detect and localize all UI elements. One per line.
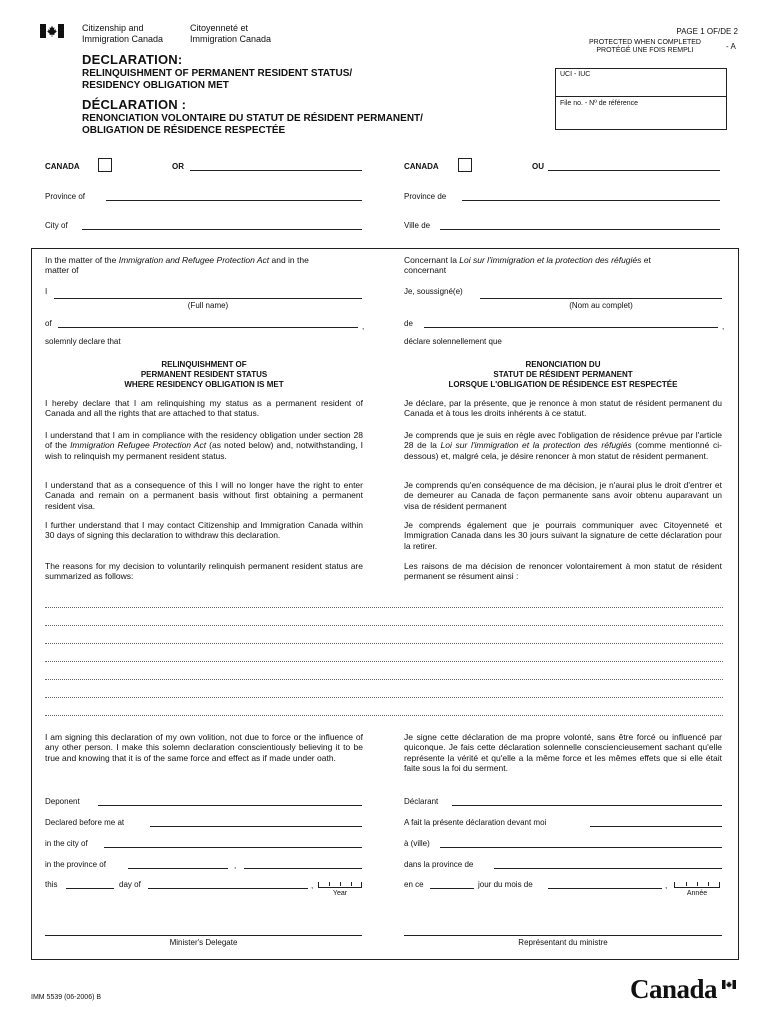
- country-field-en[interactable]: [244, 868, 362, 869]
- paragraph-2-fr-act: Loi sur l'immigration et la protection des réfugiés: [440, 440, 632, 451]
- deponent-field-fr[interactable]: [452, 805, 722, 806]
- canada-flag-icon: [40, 24, 64, 38]
- deponent-field-en[interactable]: [98, 805, 362, 806]
- protected-fr: PROTÉGÉ UNE FOIS REMPLI: [596, 47, 694, 54]
- matter-en-part1: In the matter of the: [45, 255, 119, 265]
- province-label-fr: Province de: [404, 192, 447, 201]
- city-of-label-fr: à (ville): [404, 839, 430, 848]
- declaration-box: [31, 248, 739, 960]
- page-number: PAGE 1 OF/DE 2: [676, 27, 738, 36]
- month-field-fr[interactable]: [548, 888, 662, 889]
- month-field-en[interactable]: [148, 888, 308, 889]
- subtitle-fr-line1: RENONCIATION VOLONTAIRE DU STATUT DE RÉSIDENT PERMANENT/: [82, 113, 423, 124]
- matter-fr-act: Loi sur l'immigration et la protection des réfugiés: [459, 255, 642, 265]
- subtitle-fr-line2: OBLIGATION DE RÉSIDENCE RESPECTÉE: [82, 124, 286, 136]
- paragraph-4-en: I further understand that I may contact Citizenship and Immigration Canada within 30 days of signing this declaration to withdraw this declaration.: [45, 520, 363, 541]
- paragraph-1-en: I hereby declare that I am relinquishing my status as a permanent resident of Canada and all the rights that are attached to that status.: [45, 398, 363, 419]
- declared-before-label-fr: A fait la présente déclaration devant moi: [404, 818, 547, 827]
- subtitle-fr: [82, 113, 423, 136]
- canada-wordmark: Canada: [630, 974, 718, 1004]
- section-heading-en-line2: PERMANENT RESIDENT STATUS: [140, 370, 268, 379]
- reasons-line-6[interactable]: [45, 697, 723, 698]
- i-label-en: I: [45, 287, 48, 296]
- section-heading-en-line3: WHERE RESIDENCY OBLIGATION IS MET: [124, 380, 284, 389]
- dept-en-line2: Immigration Canada: [82, 33, 164, 44]
- full-name-caption-en: (Full name): [187, 301, 229, 310]
- day-field-en[interactable]: [66, 888, 114, 889]
- section-heading-fr: [404, 360, 722, 390]
- year-caption-fr: Année: [686, 890, 708, 897]
- section-heading-fr-line1: RENONCIATION DU: [525, 360, 601, 369]
- of-field-fr[interactable]: [424, 327, 718, 328]
- title-en: DECLARATION:: [82, 52, 183, 67]
- year-field-fr[interactable]: [674, 882, 720, 888]
- paragraph-2-en-act: Immigration Refugee Protection Act: [70, 440, 207, 451]
- paragraph-3-fr: Je comprends qu'en conséquence de ma décision, je n'aurai plus le droit d'entrer et de demeurer au Canada de façon permanente sans avoir obtenu auparavant un visa de résident permanent: [404, 480, 722, 511]
- full-name-field-fr[interactable]: [480, 298, 722, 299]
- canada-label-en: CANADA: [45, 162, 80, 171]
- province-comma-en: ,: [234, 861, 237, 870]
- this-label-en: this: [45, 880, 58, 889]
- city-field-en[interactable]: [82, 229, 362, 230]
- day-of-label-en: day of: [119, 880, 141, 889]
- reasons-line-1[interactable]: [45, 607, 723, 608]
- month-comma-fr: ,: [665, 881, 668, 890]
- province-field-en[interactable]: [106, 200, 362, 201]
- or-field-fr[interactable]: [548, 170, 720, 171]
- uci-label: UCI - IUC: [560, 71, 591, 78]
- department-name-fr: [190, 23, 271, 44]
- full-name-caption-fr: (Nom au complet): [569, 301, 633, 310]
- volition-text-en: I am signing this declaration of my own volition, not due to force or the influence of any other person. I make this solemn declaration conscientiously believing it to be true and knowing that it is of the same force and effect as if made under oath.: [45, 732, 363, 763]
- protected-notice: [560, 39, 730, 55]
- volition-text-fr: Je signe cette déclaration de ma propre volonté, sans être forcé ou influencé par quiconque. Je fais cette déclaration solennelle consciencieusement sachant qu'elle représente la vérité et qu'elle a la même force et les mêmes effets que si elle était faite sous la foi du serment.: [404, 732, 722, 773]
- city-of-field-en[interactable]: [104, 847, 362, 848]
- reasons-line-2[interactable]: [45, 625, 723, 626]
- year-field-en[interactable]: [318, 882, 362, 888]
- matter-text-en: [45, 255, 363, 276]
- full-name-field-en[interactable]: [54, 298, 362, 299]
- reasons-line-4[interactable]: [45, 661, 723, 662]
- matter-fr-part1: Concernant la: [404, 255, 460, 265]
- province-of-field-en[interactable]: [128, 868, 228, 869]
- wordmark-flag-icon: [722, 976, 736, 985]
- city-of-field-fr[interactable]: [440, 847, 722, 848]
- day-field-fr[interactable]: [430, 888, 474, 889]
- minister-delegate-label-fr: Représentant du ministre: [518, 938, 608, 947]
- form-identifier: IMM 5539 (06-2006) B: [31, 994, 102, 1001]
- jour-du-mois-label-fr: jour du mois de: [478, 880, 533, 889]
- matter-en-part3: matter of: [45, 265, 79, 276]
- month-comma-en: ,: [311, 881, 314, 890]
- section-heading-en-line1: RELINQUISHMENT OF: [161, 360, 247, 369]
- section-heading-en: [45, 360, 363, 390]
- matter-text-fr: [404, 255, 722, 276]
- section-heading-fr-line3: LORSQUE L'OBLIGATION DE RÉSIDENCE EST RESPECTÉE: [448, 380, 678, 389]
- city-field-fr[interactable]: [440, 229, 720, 230]
- protected-level: - A: [726, 42, 736, 51]
- dept-en-line1: Citizenship and: [82, 23, 144, 33]
- canada-checkbox-en[interactable]: [98, 158, 112, 172]
- dept-fr-line2: Immigration Canada: [190, 33, 272, 44]
- province-of-label-en: in the province of: [45, 860, 106, 869]
- city-label-fr: Ville de: [404, 221, 431, 230]
- or-label-en: OR: [172, 162, 184, 171]
- of-field-en[interactable]: [58, 327, 358, 328]
- of-label-en: of: [45, 319, 52, 328]
- declared-before-field-en[interactable]: [150, 826, 362, 827]
- department-name-en: [82, 23, 163, 44]
- subtitle-en-line2: RESIDENCY OBLIGATION MET: [82, 79, 229, 91]
- or-label-fr: OU: [532, 162, 544, 171]
- matter-en-act: Immigration and Refugee Protection Act: [118, 255, 270, 265]
- solemnly-declare-fr: déclare solennellement que: [404, 337, 502, 346]
- paragraph-5-fr: Les raisons de ma décision de renoncer volontairement à mon statut de résident permanent se résument ainsi :: [404, 561, 722, 582]
- year-caption-en: Year: [332, 890, 348, 897]
- paragraph-2-fr: [404, 430, 722, 461]
- paragraph-1-fr: Je déclare, par la présente, que je renonce à mon statut de résident permanent du Canada et à tous les droits inhérents à ce statut.: [404, 398, 722, 419]
- of-comma-en: ,: [362, 322, 365, 331]
- dept-fr-line1: Citoyenneté et: [190, 23, 249, 33]
- paragraph-5-en: The reasons for my decision to voluntarily relinquish permanent resident status are summarized as follows:: [45, 561, 363, 582]
- or-field-en[interactable]: [190, 170, 362, 171]
- city-label-en: City of: [45, 221, 68, 230]
- reasons-line-7[interactable]: [45, 715, 723, 716]
- minister-delegate-label-en: Minister's Delegate: [169, 938, 238, 947]
- declared-before-field-fr[interactable]: [590, 826, 722, 827]
- paragraph-2-en-part2: (as noted below) and, notwithstanding, I wish to relinquish my permanent resident status.: [45, 440, 363, 461]
- paragraph-4-fr: Je comprends également que je pourrais communiquer avec Citoyenneté et Immigration Canada dans les 30 jours suivant la signature de cette déclaration pour la retirer.: [404, 520, 722, 551]
- minister-signature-line-en[interactable]: [45, 935, 362, 936]
- paragraph-2-en: [45, 430, 363, 461]
- paragraph-2-en-part1: I understand that I am in compliance with the residency obligation under section 28 of the: [45, 430, 363, 451]
- file-number-label: File no. - Nº de référence: [560, 100, 639, 107]
- paragraph-2-fr-part1: Je comprends que je suis en règle avec l'obligation de résidence prévue par l'article 28 de la: [404, 430, 722, 451]
- city-of-label-en: in the city of: [45, 839, 88, 848]
- protected-en: PROTECTED WHEN COMPLETED: [588, 39, 701, 46]
- deponent-label-en: Deponent: [45, 797, 80, 806]
- reasons-line-3[interactable]: [45, 643, 723, 644]
- province-field-fr[interactable]: [462, 200, 720, 201]
- section-heading-fr-line2: STATUT DE RÉSIDENT PERMANENT: [493, 370, 633, 379]
- subtitle-en: [82, 68, 352, 91]
- matter-fr-part3: concernant: [404, 265, 447, 276]
- matter-en-part2: and in the: [269, 255, 309, 265]
- of-comma-fr: ,: [722, 322, 725, 331]
- en-ce-label-fr: en ce: [404, 880, 424, 889]
- paragraph-3-en: I understand that as a consequence of this I will no longer have the right to enter Canada and remain on a permanent basis without first obtaining a permanent resident visa.: [45, 480, 363, 511]
- i-label-fr: Je, soussigné(e): [404, 287, 463, 296]
- province-of-field-fr[interactable]: [494, 868, 722, 869]
- minister-signature-line-fr[interactable]: [404, 935, 722, 936]
- office-use-divider: [555, 96, 727, 97]
- province-label-en: Province of: [45, 192, 86, 201]
- matter-fr-part2: et: [641, 255, 651, 265]
- canada-label-fr: CANADA: [404, 162, 439, 171]
- declared-before-label-en: Declared before me at: [45, 818, 125, 827]
- paragraph-2-fr-part2: (comme mentionné ci-dessous) et, malgré cela, je désire renoncer à mon statut de résident permanent.: [404, 440, 722, 461]
- title-fr: DÉCLARATION :: [82, 97, 187, 112]
- province-of-label-fr: dans la province de: [404, 860, 474, 869]
- of-label-fr: de: [404, 319, 413, 328]
- solemnly-declare-en: solemnly declare that: [45, 337, 121, 346]
- canada-checkbox-fr[interactable]: [458, 158, 472, 172]
- deponent-label-fr: Déclarant: [404, 797, 439, 806]
- reasons-line-5[interactable]: [45, 679, 723, 680]
- subtitle-en-line1: RELINQUISHMENT OF PERMANENT RESIDENT STATUS/: [82, 68, 353, 79]
